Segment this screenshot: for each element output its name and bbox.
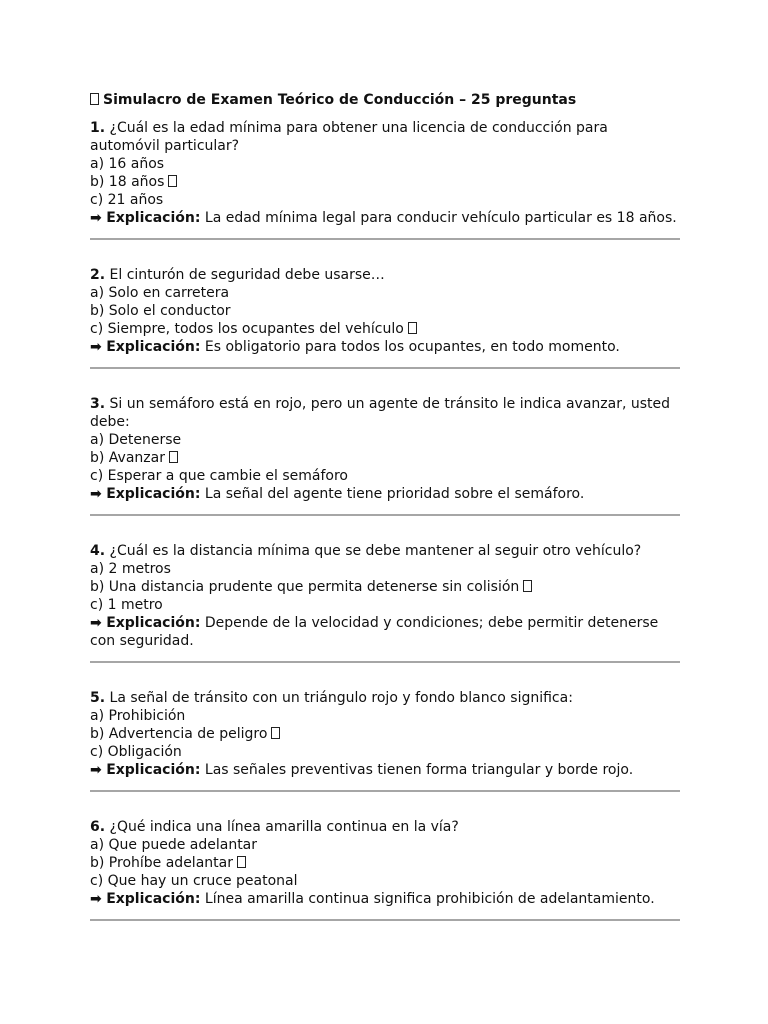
- section-divider: [90, 919, 680, 921]
- question-block: [90, 266, 680, 356]
- question-text: [90, 266, 680, 284]
- answer-option-text: c) Que hay un cruce peatonal: [90, 873, 298, 889]
- section-divider: [90, 238, 680, 240]
- answer-option: [90, 836, 680, 854]
- answer-option-text: b) Advertencia de peligro: [90, 726, 268, 742]
- question-text: [90, 395, 680, 431]
- question-prompt: El cinturón de seguridad debe usarse…: [109, 267, 385, 283]
- question-prompt: ¿Cuál es la distancia mínima que se debe mantener al seguir otro vehículo?: [109, 543, 642, 559]
- arrow-right-icon: ➡: [90, 615, 102, 631]
- correct-mark-icon: [169, 451, 178, 463]
- answer-option: [90, 467, 680, 485]
- answer-option-text: c) Esperar a que cambie el semáforo: [90, 468, 348, 484]
- answer-option: [90, 173, 680, 191]
- answer-option: [90, 155, 680, 173]
- question-block: [90, 395, 680, 503]
- question-prompt: Si un semáforo está en rojo, pero un agente de tránsito le indica avanzar, usted debe:: [90, 396, 671, 430]
- explanation: [90, 338, 680, 356]
- answer-option-text: c) 1 metro: [90, 597, 163, 613]
- correct-mark-icon: [408, 322, 417, 334]
- question-text: [90, 689, 680, 707]
- arrow-right-icon: ➡: [90, 339, 102, 355]
- answer-option-text: a) 2 metros: [90, 561, 171, 577]
- answer-option: [90, 743, 680, 761]
- answer-option: [90, 596, 680, 614]
- answer-option-text: b) 18 años: [90, 174, 165, 190]
- arrow-right-icon: ➡: [90, 210, 102, 226]
- answer-option-text: b) Prohíbe adelantar: [90, 855, 233, 871]
- question-number: 5.: [90, 690, 106, 706]
- answer-option-text: c) 21 años: [90, 192, 164, 208]
- exam-document: [90, 91, 680, 947]
- explanation-text: Las señales preventivas tienen forma triangular y borde rojo.: [204, 762, 634, 778]
- question-text: [90, 119, 680, 155]
- explanation-label: Explicación:: [106, 891, 201, 907]
- explanation-label: Explicación:: [106, 339, 201, 355]
- answer-option: [90, 320, 680, 338]
- explanation-text: Depende de la velocidad y condiciones; debe permitir detenerse con seguridad.: [90, 615, 659, 649]
- answer-option: [90, 578, 680, 596]
- question-number: 1.: [90, 120, 106, 136]
- answer-option: [90, 707, 680, 725]
- correct-mark-icon: [168, 175, 177, 187]
- explanation-text: Línea amarilla continua significa prohibición de adelantamiento.: [204, 891, 655, 907]
- answer-option: [90, 284, 680, 302]
- explanation: [90, 614, 680, 650]
- explanation-text: La edad mínima legal para conducir vehículo particular es 18 años.: [204, 210, 677, 226]
- question-number: 6.: [90, 819, 106, 835]
- explanation: [90, 890, 680, 908]
- arrow-right-icon: ➡: [90, 891, 102, 907]
- section-divider: [90, 661, 680, 663]
- question-number: 4.: [90, 543, 106, 559]
- explanation: [90, 485, 680, 503]
- answer-option-text: a) Solo en carretera: [90, 285, 230, 301]
- section-divider: [90, 790, 680, 792]
- correct-mark-icon: [271, 727, 280, 739]
- document-title: [90, 91, 680, 109]
- question-text: [90, 542, 680, 560]
- section-divider: [90, 367, 680, 369]
- explanation: [90, 761, 680, 779]
- question-number: 3.: [90, 396, 106, 412]
- answer-option: [90, 431, 680, 449]
- explanation: [90, 209, 680, 227]
- question-prompt: La señal de tránsito con un triángulo rojo y fondo blanco significa:: [109, 690, 573, 706]
- question-text: [90, 818, 680, 836]
- missing-glyph-icon: [90, 93, 99, 105]
- explanation-label: Explicación:: [106, 615, 201, 631]
- question-block: [90, 818, 680, 908]
- answer-option: [90, 449, 680, 467]
- answer-option: [90, 302, 680, 320]
- explanation-text: La señal del agente tiene prioridad sobre el semáforo.: [204, 486, 585, 502]
- correct-mark-icon: [237, 856, 246, 868]
- correct-mark-icon: [523, 580, 532, 592]
- question-block: [90, 542, 680, 650]
- answer-option-text: b) Una distancia prudente que permita detenerse sin colisión: [90, 579, 520, 595]
- arrow-right-icon: ➡: [90, 762, 102, 778]
- answer-option-text: a) Prohibición: [90, 708, 186, 724]
- question-block: [90, 119, 680, 227]
- explanation-label: Explicación:: [106, 210, 201, 226]
- question-list: [90, 119, 680, 921]
- answer-option: [90, 191, 680, 209]
- answer-option-text: b) Solo el conductor: [90, 303, 231, 319]
- explanation-label: Explicación:: [106, 762, 201, 778]
- question-number: 2.: [90, 267, 106, 283]
- answer-option: [90, 872, 680, 890]
- explanation-label: Explicación:: [106, 486, 201, 502]
- answer-option-text: a) Que puede adelantar: [90, 837, 258, 853]
- document-title-text: Simulacro de Examen Teórico de Conducción – 25 preguntas: [103, 92, 577, 108]
- question-block: [90, 689, 680, 779]
- section-divider: [90, 514, 680, 516]
- question-prompt: ¿Cuál es la edad mínima para obtener una licencia de conducción para automóvil particular?: [90, 120, 608, 154]
- answer-option: [90, 560, 680, 578]
- answer-option-text: c) Siempre, todos los ocupantes del vehículo: [90, 321, 404, 337]
- answer-option-text: c) Obligación: [90, 744, 182, 760]
- answer-option: [90, 725, 680, 743]
- question-prompt: ¿Qué indica una línea amarilla continua en la vía?: [109, 819, 459, 835]
- answer-option-text: a) Detenerse: [90, 432, 182, 448]
- answer-option-text: a) 16 años: [90, 156, 165, 172]
- arrow-right-icon: ➡: [90, 486, 102, 502]
- answer-option-text: b) Avanzar: [90, 450, 165, 466]
- answer-option: [90, 854, 680, 872]
- explanation-text: Es obligatorio para todos los ocupantes, en todo momento.: [204, 339, 620, 355]
